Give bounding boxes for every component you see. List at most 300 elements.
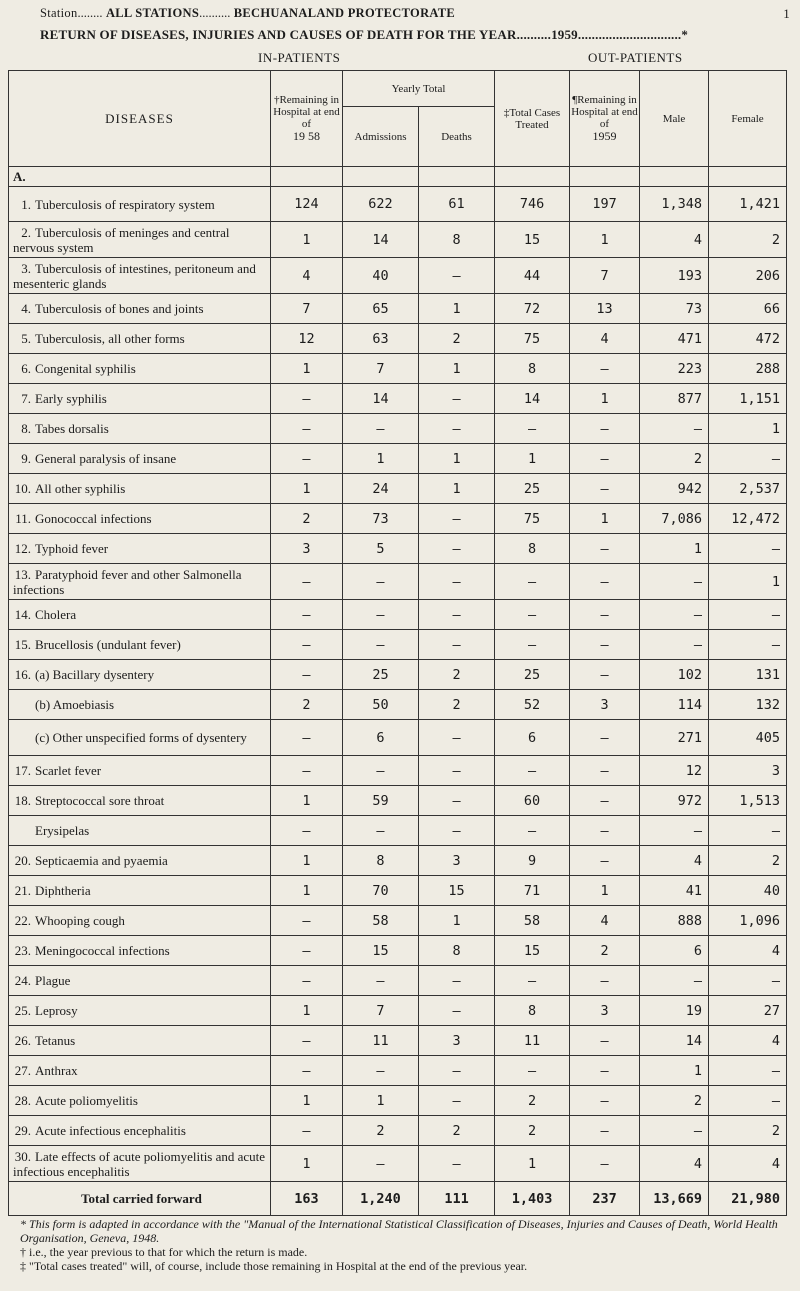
total-cases-cell: 14 [495,384,570,414]
col-female: Female [709,71,787,167]
total-cases-cell: – [495,600,570,630]
admissions-cell: 25 [343,660,419,690]
total-cases-cell: 58 [495,906,570,936]
remaining-end-cell: 2 [570,936,640,966]
table-row [9,354,787,384]
deaths-cell: – [419,600,495,630]
disease-name [9,474,271,504]
disease-name [9,564,271,600]
disease-label: (b) Amoebiasis [35,697,115,712]
row-number: 2. [21,224,31,240]
female-cell: 131 [709,660,787,690]
inpatients-heading: IN-PATIENTS [258,50,341,65]
disease-name [9,846,271,876]
disease-name [9,324,271,354]
admissions-cell: 70 [343,876,419,906]
female-cell: 4 [709,1146,787,1182]
total-cases-cell: 1 [495,1146,570,1182]
total-cases-cell: – [495,564,570,600]
male-cell: – [640,600,709,630]
male-cell: 12 [640,756,709,786]
total-cases-cell: 75 [495,504,570,534]
station-line: Station........ ALL STATIONS.......... BECHUANALAND PROTECTORATE 1 [40,6,790,21]
total-cases-cell: 52 [495,690,570,720]
disease-label: Tuberculosis of respiratory system [35,196,215,212]
admissions-cell: 73 [343,504,419,534]
disease-name [9,1026,271,1056]
table-row [9,414,787,444]
remaining-start-cell: 4 [271,258,343,294]
male-cell: 972 [640,786,709,816]
male-cell: 1 [640,1056,709,1086]
admissions-cell: – [343,414,419,444]
male-cell: 6 [640,936,709,966]
table-row [9,756,787,786]
remaining-start-cell: – [271,660,343,690]
remaining-start-cell: – [271,936,343,966]
title-year: 1959 [551,27,578,42]
row-number: 30. [14,1148,31,1164]
row-number: 12. [14,541,31,556]
table-row [9,906,787,936]
remaining-end-cell: 1 [570,504,640,534]
admissions-cell: 6 [343,720,419,756]
male-cell: 877 [640,384,709,414]
admissions-cell: 1 [343,1086,419,1116]
admissions-cell: 11 [343,1026,419,1056]
disease-label: Plague [35,973,71,988]
female-cell: – [709,1056,787,1086]
disease-name [9,756,271,786]
col-total-cases: ‡Total Cases Treated [495,71,570,167]
remaining-start-cell: – [271,1056,343,1086]
total-cases-cell: – [495,414,570,444]
disease-name [9,1146,271,1182]
section-row [9,167,787,187]
total-cases-cell: 2 [495,1086,570,1116]
female-cell: 1,096 [709,906,787,936]
female-cell: – [709,1086,787,1116]
female-cell: 132 [709,690,787,720]
disease-label: Congenital syphilis [35,361,136,376]
disease-label: Tabes dorsalis [35,421,109,436]
admissions-cell: – [343,600,419,630]
total-cell: 111 [419,1182,495,1216]
disease-label: All other syphilis [35,481,126,496]
total-cell: 163 [271,1182,343,1216]
male-cell: 471 [640,324,709,354]
male-cell: – [640,966,709,996]
total-cell: 1,403 [495,1182,570,1216]
remaining-start-cell: – [271,1026,343,1056]
remaining-end-cell: 1 [570,384,640,414]
table-row [9,630,787,660]
remaining-start-cell: 1 [271,222,343,258]
admissions-cell: 7 [343,996,419,1026]
remaining-end-cell: 7 [570,258,640,294]
female-cell: 206 [709,258,787,294]
disease-label: Scarlet fever [35,763,102,778]
remaining-start-cell: 1 [271,876,343,906]
admissions-cell: 14 [343,384,419,414]
male-cell: 4 [640,846,709,876]
male-cell: – [640,816,709,846]
female-cell: 1,421 [709,187,787,222]
row-number: 15. [14,637,31,652]
remaining-end-cell: – [570,534,640,564]
deaths-cell: 3 [419,846,495,876]
deaths-cell: – [419,1146,495,1182]
remaining-end-cell: – [570,1056,640,1086]
remaining-end-cell: – [570,630,640,660]
remaining-start-cell: 1 [271,474,343,504]
deaths-cell: – [419,384,495,414]
female-cell: 4 [709,1026,787,1056]
deaths-cell: – [419,966,495,996]
remaining-end-cell: – [570,816,640,846]
row-number: 18. [14,793,31,808]
remaining-start-cell: – [271,720,343,756]
female-cell: 4 [709,936,787,966]
admissions-cell: 14 [343,222,419,258]
disease-label: Erysipelas [35,823,90,838]
deaths-cell: 1 [419,294,495,324]
female-cell: 1 [709,564,787,600]
disease-name [9,630,271,660]
row-number: 23. [14,943,31,958]
remaining-end-cell: – [570,720,640,756]
total-cases-cell: 25 [495,474,570,504]
female-cell: 288 [709,354,787,384]
row-number: 7. [21,391,31,406]
male-cell: 41 [640,876,709,906]
row-number: 11. [15,511,31,526]
female-cell: 472 [709,324,787,354]
footnotes [20,1217,780,1273]
table-row [9,534,787,564]
disease-label: General paralysis of insane [35,451,177,466]
total-cases-cell: – [495,1056,570,1086]
disease-label: Gonococcal infections [35,511,152,526]
female-cell: 1 [709,414,787,444]
male-cell: 4 [640,222,709,258]
disease-name [9,258,271,294]
remaining-start-cell: – [271,564,343,600]
remaining-start-cell: 1 [271,786,343,816]
female-cell: 27 [709,996,787,1026]
remaining-start-cell: 2 [271,504,343,534]
disease-label: Meningococcal infections [35,943,170,958]
row-number: 21. [14,883,31,898]
station-value: ALL STATIONS [105,6,200,20]
remaining-start-cell: 1 [271,996,343,1026]
disease-label: Leprosy [35,1003,78,1018]
table-row [9,474,787,504]
table-row [9,690,787,720]
remaining-end-cell: 13 [570,294,640,324]
table-row [9,660,787,690]
deaths-cell: 2 [419,324,495,354]
disease-label: Acute poliomyelitis [35,1093,138,1108]
remaining-end-cell: 4 [570,324,640,354]
deaths-cell: 61 [419,187,495,222]
male-cell: 7,086 [640,504,709,534]
row-number: 20. [14,853,31,868]
total-cases-cell: 9 [495,846,570,876]
row-number: 25. [14,1003,31,1018]
col-deaths: Deaths [419,107,495,167]
disease-name [9,936,271,966]
deaths-cell: 15 [419,876,495,906]
disease-name [9,966,271,996]
admissions-cell: 8 [343,846,419,876]
male-cell: 4 [640,1146,709,1182]
deaths-cell: – [419,630,495,660]
total-cell: 237 [570,1182,640,1216]
remaining-start-cell: – [271,1116,343,1146]
admissions-cell: 622 [343,187,419,222]
deaths-cell: – [419,1086,495,1116]
total-cases-cell: 15 [495,936,570,966]
total-cases-cell: 25 [495,660,570,690]
remaining-start-cell: 2 [271,690,343,720]
disease-label: Tuberculosis of intestines, peritoneum and mesenteric glands [13,260,256,291]
admissions-cell: 58 [343,906,419,936]
remaining-end-cell: – [570,564,640,600]
disease-label: Tetanus [35,1033,76,1048]
remaining-end-cell: – [570,444,640,474]
disease-name [9,1056,271,1086]
footnote-2: † i.e., the year previous to that for which the return is made. [20,1245,308,1259]
col-diseases: DISEASES [9,71,271,167]
female-cell: 40 [709,876,787,906]
deaths-cell: – [419,564,495,600]
table-row [9,564,787,600]
section-label: A. [9,167,271,187]
remaining-start-cell: – [271,630,343,660]
row-number: 26. [14,1033,31,1048]
table-row [9,504,787,534]
row-number: 27. [14,1063,31,1078]
total-cases-cell: – [495,966,570,996]
female-cell: 1,513 [709,786,787,816]
disease-label: Late effects of acute poliomyelitis and acute infectious encephalitis [13,1148,266,1179]
table-row [9,876,787,906]
remaining-end-cell: – [570,474,640,504]
row-number: 17. [14,763,31,778]
total-cases-cell: – [495,756,570,786]
female-cell: – [709,966,787,996]
col-remaining-end: ¶Remaining in Hospital at end of 1959 [570,71,640,167]
remaining-start-cell: 1 [271,354,343,384]
disease-name [9,504,271,534]
table-row [9,324,787,354]
male-cell: 223 [640,354,709,384]
remaining-start-cell: 1 [271,846,343,876]
female-cell: 2 [709,1116,787,1146]
total-cases-cell: 8 [495,996,570,1026]
table-row [9,936,787,966]
deaths-cell: – [419,756,495,786]
remaining-start-cell: 124 [271,187,343,222]
female-cell: 2 [709,846,787,876]
disease-name [9,534,271,564]
male-cell: 271 [640,720,709,756]
deaths-cell: – [419,996,495,1026]
remaining-start-cell: 12 [271,324,343,354]
male-cell: 114 [640,690,709,720]
page-number: 1 [783,6,790,21]
male-cell: 888 [640,906,709,936]
deaths-cell: – [419,1056,495,1086]
total-cases-cell: 44 [495,258,570,294]
male-cell: 1,348 [640,187,709,222]
remaining-start-cell: – [271,414,343,444]
remaining-end-cell: – [570,1116,640,1146]
female-cell: 2 [709,222,787,258]
female-cell: – [709,600,787,630]
remaining-start-cell: – [271,906,343,936]
disease-name [9,1086,271,1116]
female-cell: – [709,444,787,474]
total-cases-cell: 2 [495,1116,570,1146]
male-cell: 14 [640,1026,709,1056]
remaining-end-cell: – [570,354,640,384]
remaining-end-cell: 197 [570,187,640,222]
disease-name [9,294,271,324]
row-number: 9. [21,451,31,466]
deaths-cell: – [419,414,495,444]
disease-name [9,354,271,384]
table-row [9,444,787,474]
footnote-1: * This form is adapted in accordance with the "Manual of the International Statistical Classification of Diseases, Injuries and Causes of Death, World Health Organisation, Geneva, 1948. [20,1217,778,1245]
table-row [9,187,787,222]
title-asterisk: * [681,27,689,42]
col-male: Male [640,71,709,167]
total-cases-cell: 60 [495,786,570,816]
row-number: 4. [21,301,31,316]
male-cell: – [640,1116,709,1146]
admissions-cell: – [343,1056,419,1086]
deaths-cell: 1 [419,906,495,936]
remaining-start-cell: – [271,756,343,786]
total-cases-cell: 6 [495,720,570,756]
table-row [9,1086,787,1116]
admissions-cell: 7 [343,354,419,384]
male-cell: – [640,414,709,444]
deaths-cell: 2 [419,1116,495,1146]
disease-label: Brucellosis (undulant fever) [35,637,181,652]
remaining-end-cell: – [570,786,640,816]
female-cell: 1,151 [709,384,787,414]
row-number: 8. [21,421,31,436]
male-cell: 2 [640,1086,709,1116]
deaths-cell: 2 [419,690,495,720]
total-cases-cell: – [495,816,570,846]
row-number: 14. [14,607,31,622]
deaths-cell: – [419,504,495,534]
female-cell: 3 [709,756,787,786]
male-cell: – [640,564,709,600]
admissions-cell: 59 [343,786,419,816]
disease-name [9,444,271,474]
disease-label: Early syphilis [35,391,107,406]
table-row [9,1116,787,1146]
total-cases-cell: 71 [495,876,570,906]
disease-label: Anthrax [35,1063,78,1078]
col-yearly-total: Yearly Total [343,71,495,107]
remaining-start-cell: – [271,600,343,630]
deaths-cell: 3 [419,1026,495,1056]
deaths-cell: 1 [419,354,495,384]
row-number: 13. [14,566,31,582]
total-cases-cell: 8 [495,354,570,384]
disease-label: Streptococcal sore throat [35,793,165,808]
disease-label: Typhoid fever [35,541,109,556]
row-number: 6. [21,361,31,376]
station-label: Station [40,6,78,20]
table-row [9,1056,787,1086]
total-cases-cell: – [495,630,570,660]
total-cell: 1,240 [343,1182,419,1216]
remaining-start-cell: – [271,384,343,414]
disease-label: Tuberculosis, all other forms [35,331,185,346]
disease-label: Tuberculosis of bones and joints [35,301,204,316]
deaths-cell: – [419,720,495,756]
remaining-end-cell: 1 [570,222,640,258]
disease-name [9,187,271,222]
deaths-cell: – [419,816,495,846]
protectorate-name: BECHUANALAND PROTECTORATE [233,6,456,20]
row-number: 1. [21,196,31,212]
table-row [9,600,787,630]
remaining-start-cell: 1 [271,1146,343,1182]
admissions-cell: – [343,1146,419,1182]
remaining-end-year: 1959 [592,129,617,143]
deaths-cell: – [419,786,495,816]
deaths-cell: – [419,258,495,294]
male-cell: 193 [640,258,709,294]
row-number: 16. [14,667,31,682]
disease-label: (a) Bacillary dysentery [35,667,155,682]
admissions-cell: 24 [343,474,419,504]
disease-label: Acute infectious encephalitis [35,1123,186,1138]
total-cell: 13,669 [640,1182,709,1216]
remaining-end-cell: 3 [570,690,640,720]
admissions-cell: 2 [343,1116,419,1146]
total-cases-cell: 8 [495,534,570,564]
table-row [9,720,787,756]
deaths-cell: 2 [419,660,495,690]
remaining-end-cell: – [570,756,640,786]
disease-name [9,600,271,630]
remaining-end-cell: – [570,846,640,876]
disease-name [9,222,271,258]
female-cell: – [709,816,787,846]
disease-label: Whooping cough [35,913,125,928]
disease-label: Cholera [35,607,77,622]
remaining-end-cell: 1 [570,876,640,906]
disease-name [9,906,271,936]
disease-label: (c) Other unspecified forms of dysentery [35,730,247,745]
table-row [9,816,787,846]
male-cell: 942 [640,474,709,504]
total-row [9,1182,787,1216]
disease-label: Septicaemia and pyaemia [35,853,168,868]
deaths-cell: 1 [419,474,495,504]
total-cases-cell: 15 [495,222,570,258]
male-cell: – [640,630,709,660]
